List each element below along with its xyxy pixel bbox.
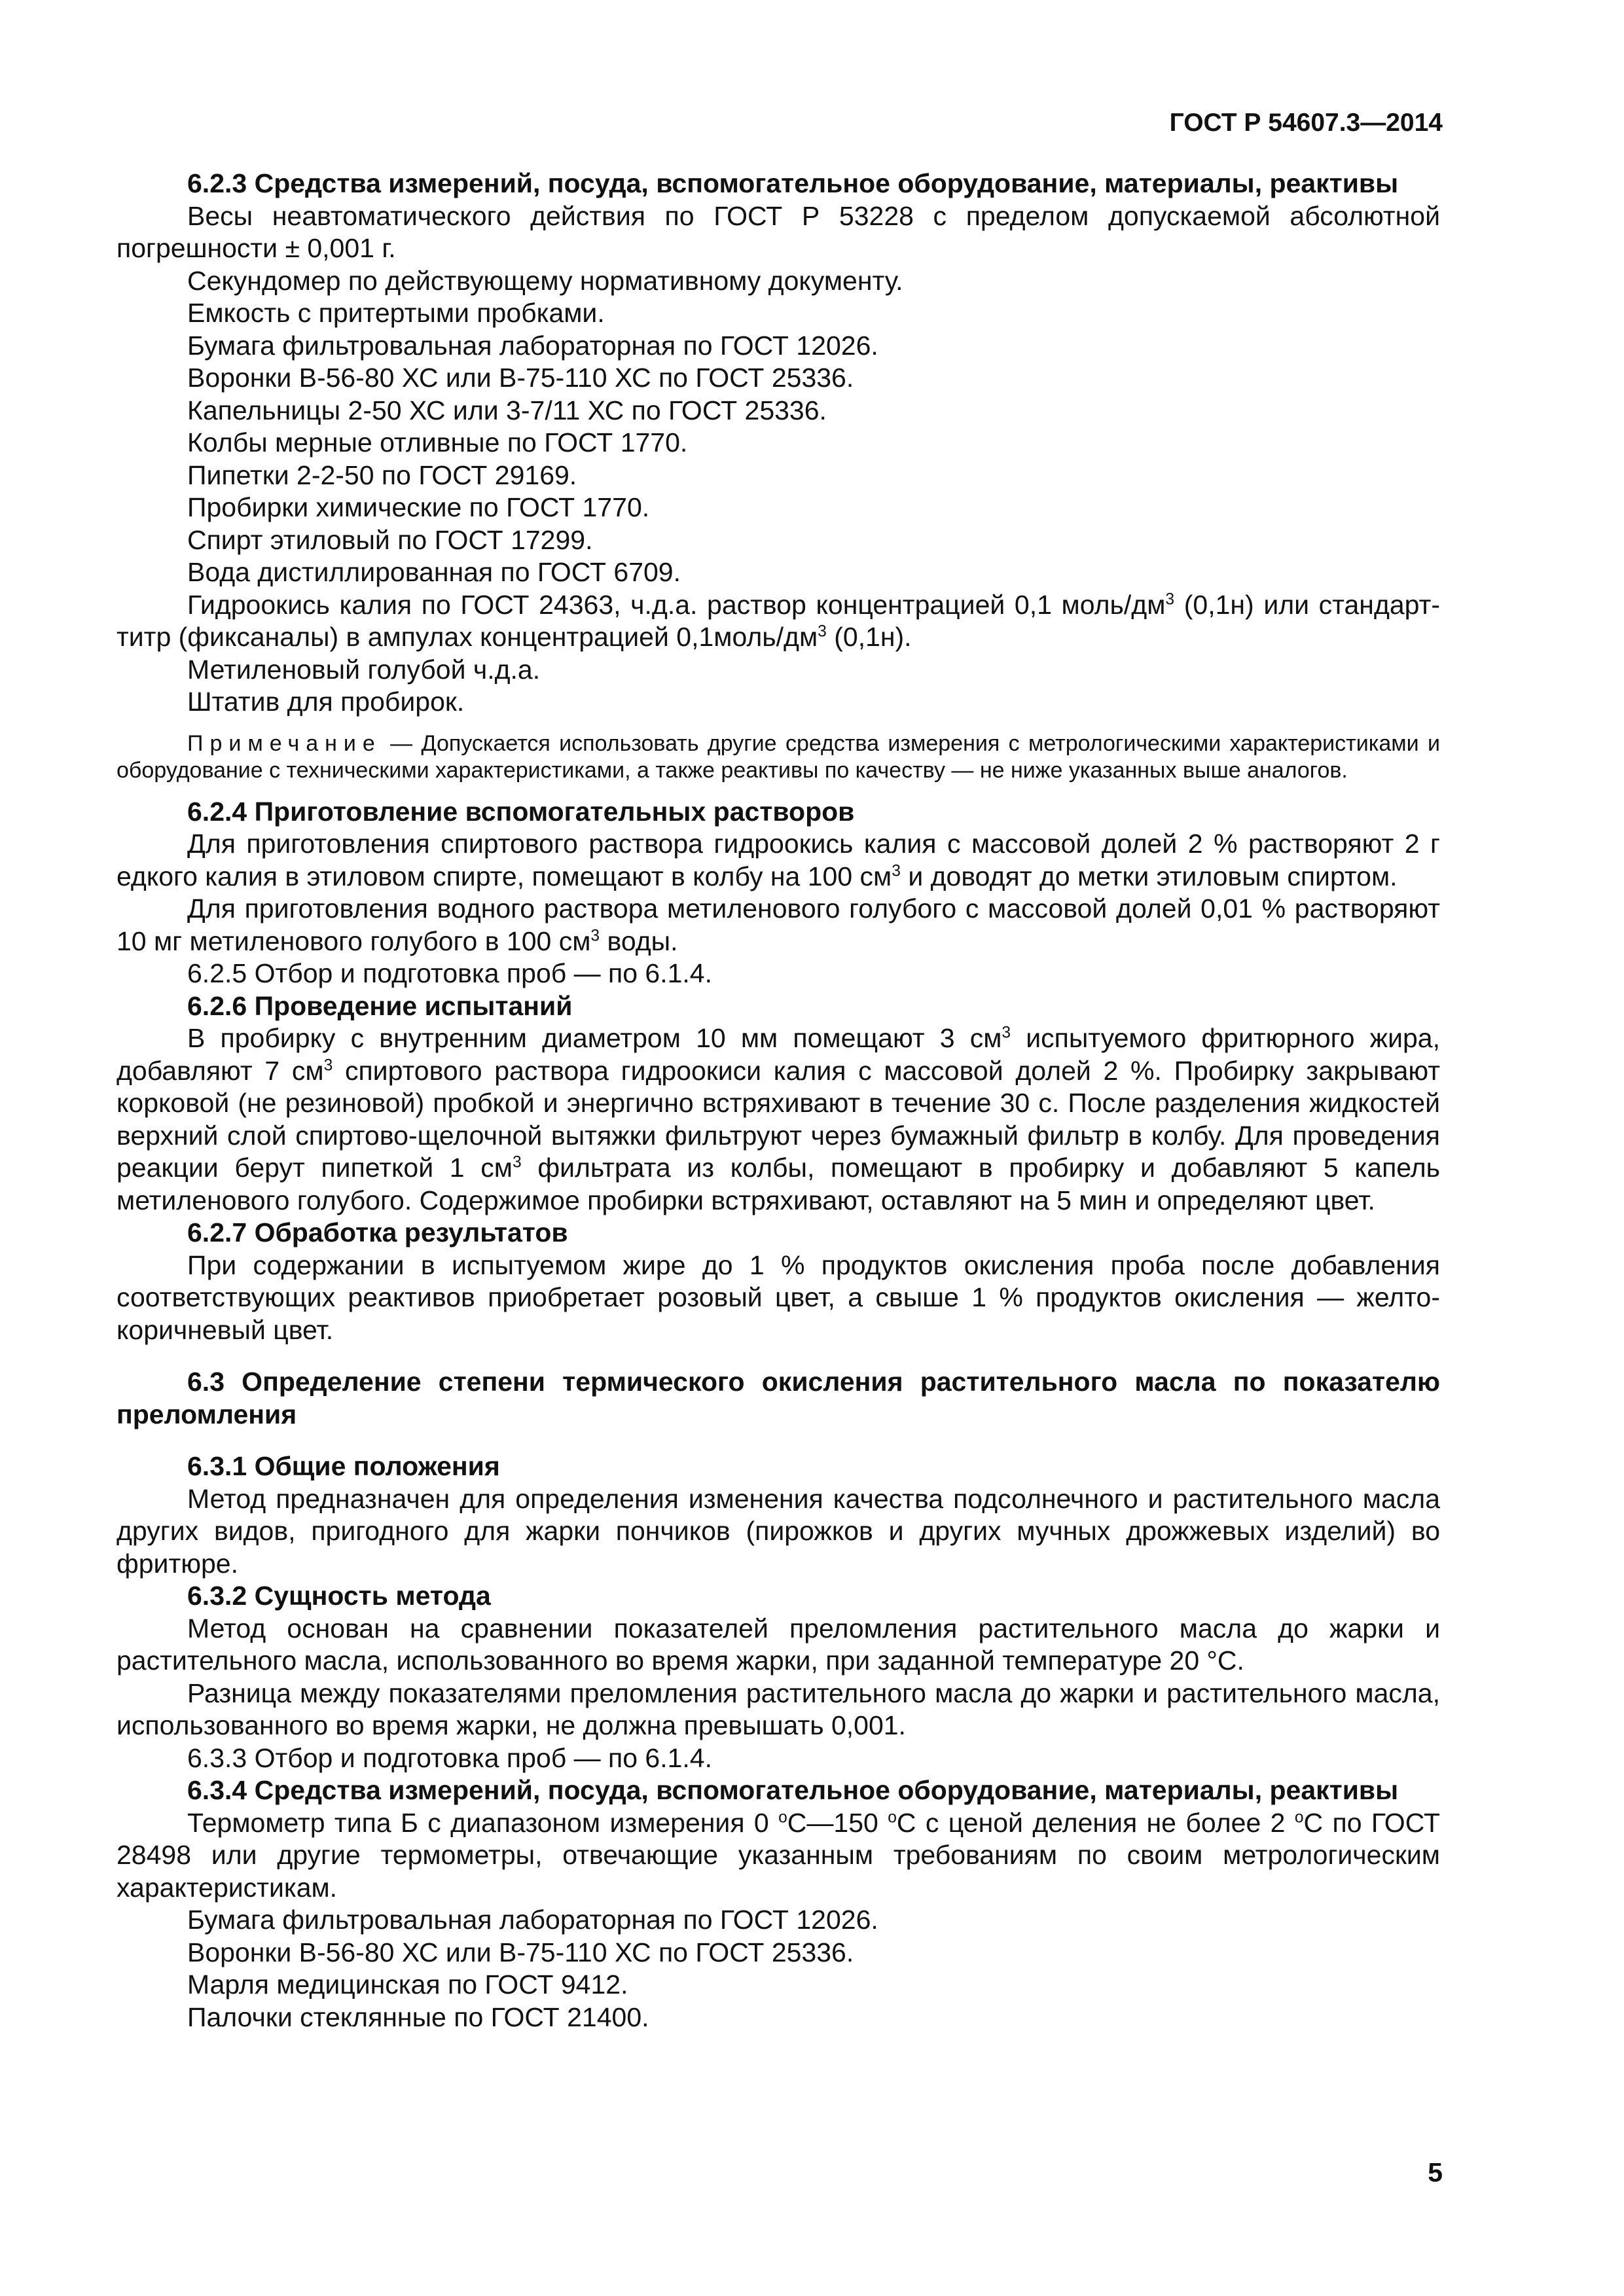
list-item: Метиленовый голубой ч.д.а. — [187, 654, 541, 685]
superscript: о — [888, 1808, 897, 1826]
text-run: Гидроокись калия по ГОСТ 24363, ч.д.а. раствор концентрацией 0,1 моль/дм — [187, 589, 1166, 620]
note-text: — Допускается использовать другие средства измерения с метрологическими характеристиками и оборудование с техническими характеристиками, а также реактивы по качеству — не ниже указанных выше аналогов. — [117, 730, 1440, 783]
text-run: спиртового раствора гидроокиси калия с массовой долей 2 %. Пробирку закрывают корковой (не резиновой) пробкой и энергично встряхивают в течение 30 с. После разделения жидкостей верхний слой спиртово-щелочной вытяжки фильтруют через бумажный фильтр в колбу. Для проведения реакции берут пипеткой 1 см — [117, 1055, 1440, 1183]
document-header: ГОСТ Р 54607.3—2014 — [1169, 109, 1443, 137]
list-item: Весы неавтоматического действия по ГОСТ Р 53228 с пределом допускаемой абсолютной погрешности ± 0,001 г. — [117, 200, 1440, 263]
list-item: Емкость с притертыми пробками. — [187, 298, 605, 328]
superscript: 3 — [323, 1056, 333, 1074]
text-run: С с ценой деления не более 2 — [896, 1807, 1295, 1838]
list-item-koh — [117, 589, 1440, 654]
document-body — [117, 168, 1440, 2034]
section-6-2-4-title: 6.2.4 Приготовление вспомогательных растворов — [187, 796, 855, 827]
list-item: Капельницы 2-50 ХС или 3-7/11 ХС по ГОСТ 25336. — [187, 395, 827, 425]
superscript: 3 — [590, 926, 600, 944]
text-run: воды. — [600, 925, 678, 956]
note — [117, 730, 1440, 784]
text-run: и доводят до метки этиловым спиртом. — [900, 861, 1398, 891]
list-item: Палочки стеклянные по ГОСТ 21400. — [187, 2001, 649, 2032]
text-run: (0,1н). — [826, 622, 912, 652]
section-6-3-title: 6.3 Определение степени термического окисления растительного масла по показателю преломления — [117, 1367, 1440, 1429]
text-run: Для приготовления спиртового раствора гидроокись калия с массовой долей 2 % растворяют 2 г едкого калия в этиловом спирте, помещают в колбу на 100 см — [117, 829, 1440, 891]
superscript: о — [778, 1808, 787, 1826]
section-6-3-3: 6.3.3 Отбор и подготовка проб — по 6.1.4. — [187, 1742, 712, 1773]
text-run: фильтрата из колбы, помещают в пробирку и добавляют 5 капель метиленового голубого. Содержимое пробирки встряхивают, оставляют на 5 мин и определяют цвет. — [117, 1153, 1440, 1215]
superscript: 3 — [512, 1153, 522, 1172]
text-run: С—150 — [787, 1807, 888, 1838]
text-run: (0,1н) или стандарт-титр (фиксаналы) в ампулах концентрацией 0,1моль/дм — [117, 589, 1441, 652]
page-number: 5 — [1428, 2157, 1443, 2187]
list-item: Бумага фильтровальная лабораторная по ГОСТ 12026. — [187, 330, 878, 361]
list-item: Спирт этиловый по ГОСТ 17299. — [187, 524, 593, 555]
section-6-2-7-title: 6.2.7 Обработка результатов — [187, 1217, 568, 1247]
section-6-3-4-title: 6.3.4 Средства измерений, посуда, вспомогательное оборудование, материалы, реактивы — [187, 1775, 1399, 1805]
text-run: испытуемого фритюрного жира, добавляют 7 см — [117, 1023, 1440, 1086]
list-item: Пробирки химические по ГОСТ 1770. — [187, 492, 650, 522]
section-6-2-6-title: 6.2.6 Проведение испытаний — [187, 990, 573, 1021]
superscript: о — [1294, 1808, 1304, 1826]
text-run: Для приготовления водного раствора метиленового голубого с массовой долей 0,01 % растворяют 10 мг метиленового голубого в 100 см — [117, 893, 1440, 956]
list-item: Колбы мерные отливные по ГОСТ 1770. — [187, 427, 688, 457]
paragraph — [117, 1022, 1440, 1217]
paragraph — [117, 828, 1440, 893]
text-run: С по ГОСТ 28498 или другие термометры, отвечающие указанным требованиям по своим метрологическим характеристикам. — [117, 1807, 1440, 1903]
paragraph: При содержании в испытуемом жире до 1 % продуктов окисления проба после добавления соответствующих реактивов приобретает розовый цвет, а свыше 1 % продуктов окисления — желто-коричневый цвет. — [117, 1249, 1440, 1345]
list-item: Воронки В-56-80 ХС или В-75-110 ХС по ГОСТ 25336. — [187, 1937, 854, 1967]
section-6-3-2-title: 6.3.2 Сущность метода — [187, 1581, 491, 1611]
section-6-2-3-title: 6.2.3 Средства измерений, посуда, вспомогательное оборудование, материалы, реактивы — [187, 168, 1399, 198]
paragraph — [117, 893, 1440, 958]
list-item: Вода дистиллированная по ГОСТ 6709. — [187, 557, 681, 587]
text-run: В пробирку с внутренним диаметром 10 мм помещают 3 см — [187, 1023, 1002, 1053]
superscript: 3 — [1001, 1024, 1011, 1042]
section-6-2-5: 6.2.5 Отбор и подготовка проб — по 6.1.4. — [187, 958, 712, 988]
list-item: Штатив для пробирок. — [187, 687, 465, 717]
section-6-3-1-title: 6.3.1 Общие положения — [187, 1451, 500, 1481]
list-item: Бумага фильтровальная лабораторная по ГОСТ 12026. — [187, 1905, 878, 1935]
list-item: Секундомер по действующему нормативному документу. — [187, 265, 903, 296]
note-label: Примечание — [187, 730, 382, 756]
superscript: 3 — [892, 861, 901, 880]
paragraph: Метод основан на сравнении показателей преломления растительного масла до жарки и растительного масла, использованного во время жарки, при заданной температуре 20 °С. — [117, 1613, 1440, 1676]
superscript: 3 — [1165, 590, 1175, 608]
list-item: Марля медицинская по ГОСТ 9412. — [187, 1969, 628, 2000]
list-item: Пипетки 2-2-50 по ГОСТ 29169. — [187, 459, 577, 490]
paragraph — [117, 1807, 1440, 1905]
paragraph: Разница между показателями преломления растительного масла до жарки и растительного масла, использованного во время жарки, не должна превышать 0,001. — [117, 1677, 1440, 1740]
text-run: Термометр типа Б с диапазоном измерения 0 — [187, 1807, 779, 1838]
list-item: Воронки В-56-80 ХС или В-75-110 ХС по ГОСТ 25336. — [187, 363, 854, 393]
paragraph: Метод предназначен для определения изменения качества подсолнечного и растительного масла других видов, пригодного для жарки пончиков (пирожков и других мучных дрожжевых изделий) во фритюре. — [117, 1483, 1440, 1579]
superscript: 3 — [818, 622, 827, 641]
